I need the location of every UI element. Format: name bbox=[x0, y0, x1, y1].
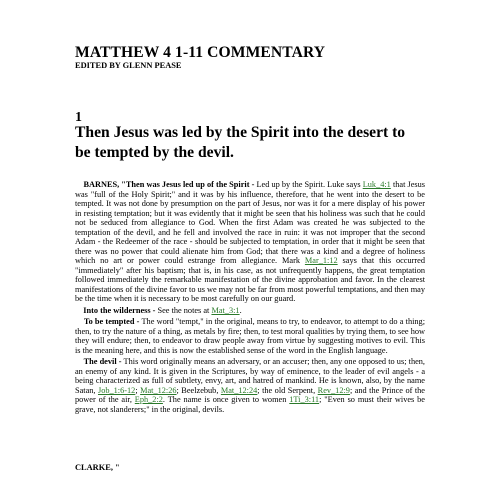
barnes-text-2: that Jesus was "full of the Holy Spirit;" and it was by his influence, therefore, that he went into the desert to be tempted. It was not done by presumption on the part of Jesus, nor was it for a mere display of his power in resisting temptation; but it was evidently that it might be seen that his holiness was such that he could not be seduced from allegiance to God. When the first Adam was created he was subjected to the temptation of the devil, and he fell and involved the race in ruin: it was not improper that the second Adam - the Redeemer of the race - should be subjected to temptation, in order that it might be seen that there was no power that could alienate him from God; that there was a kind and a degree of holiness which no art or power could estrange from allegiance. Mark bbox=[75, 180, 426, 265]
devil-paragraph bbox=[75, 357, 425, 414]
verse-number: 1 bbox=[75, 110, 82, 125]
devil-lead: The devil - bbox=[83, 357, 122, 366]
verse-heading: Then Jesus was led by the Spirit into the desert to be tempted by the devil. bbox=[75, 124, 406, 161]
devil-text-1: This word originally means an adversary, or an accuser; then, any one opposed to us; then, an enemy of any kind. It is given in the Scriptures, by way of eminence, to the leader of evil angels - a being characterized as full of subtlety, envy, art, and hatred of mankind. He is known, also, by the name Satan, bbox=[75, 357, 425, 395]
scripture-link-rev-12-9[interactable]: Rev_12:9 bbox=[317, 385, 350, 395]
tempted-text: The word "tempt," in the original, means to try, to endeavor, to attempt to do a thing; then, to try the nature of a thing, as metals by fire; then, to test moral qualities by trying them, to see how they will endure; then, to endeavor to draw people away from virtue by suggesting motives to evil. This is the meaning here, and this is now the established sense of the word in the English language. bbox=[75, 317, 426, 355]
scripture-link-mar-1-12[interactable]: Mar_1:12 bbox=[304, 256, 338, 265]
scripture-link-1ti-3-11[interactable]: 1Ti_3:11 bbox=[289, 395, 320, 404]
devil-text-4: ; the old Serpent, bbox=[257, 385, 318, 395]
barnes-text-1: Led up by the Spirit. Luke says bbox=[254, 180, 363, 189]
document-subtitle: EDITED BY GLENN PEASE bbox=[75, 61, 182, 70]
scripture-link-mat-12-26[interactable]: Mat_12:26 bbox=[140, 385, 177, 395]
devil-text-3: ; Beelzebub, bbox=[176, 385, 221, 395]
scripture-link-luk-4-1[interactable]: Luk_4:1 bbox=[362, 180, 391, 189]
document-title: MATTHEW 4 1-11 COMMENTARY bbox=[75, 44, 326, 61]
wilderness-lead: Into the wilderness - bbox=[83, 305, 156, 315]
barnes-lead: BARNES, "Then was Jesus led up of the Spirit - bbox=[83, 180, 255, 189]
barnes-text-3: says that this occurred "immediately" after his baptism; that is, in his case, as not unfrequently happens, the great temptation followed immediately the remarkable manifestation of the divine approbation and favor. In the clearest manifestations of the divine favor to us we may not be far from most powerful temptations, and then may be the time when it is necessary to be most carefully on our guard. bbox=[75, 256, 425, 303]
tempted-paragraph bbox=[75, 317, 425, 355]
scripture-link-eph-2-2[interactable]: Eph_2:2 bbox=[134, 395, 163, 404]
barnes-paragraph bbox=[75, 180, 425, 304]
devil-text-2: ; bbox=[135, 385, 141, 395]
clarke-heading: CLARKE, " bbox=[75, 463, 120, 472]
scripture-link-mat-12-24[interactable]: Mat_12:24 bbox=[220, 385, 258, 395]
devil-text-5: ; and the Prince of the power of the air, bbox=[75, 385, 425, 404]
wilderness-text-2: . bbox=[239, 305, 242, 315]
devil-text-7: ; "Even so must their wives be grave, not slanderers;" in the original, devils. bbox=[75, 395, 425, 414]
wilderness-text-1: See the notes at bbox=[155, 305, 212, 315]
wilderness-paragraph bbox=[75, 306, 425, 316]
devil-text-6: . The name is once given to women bbox=[162, 395, 290, 404]
tempted-lead: To be tempted - bbox=[83, 317, 140, 326]
commentary-body bbox=[75, 180, 425, 416]
scripture-link-mat-3-1[interactable]: Mat_3:1 bbox=[211, 305, 240, 315]
scripture-link-job-1-6-12[interactable]: Job_1:6-12 bbox=[97, 385, 136, 395]
